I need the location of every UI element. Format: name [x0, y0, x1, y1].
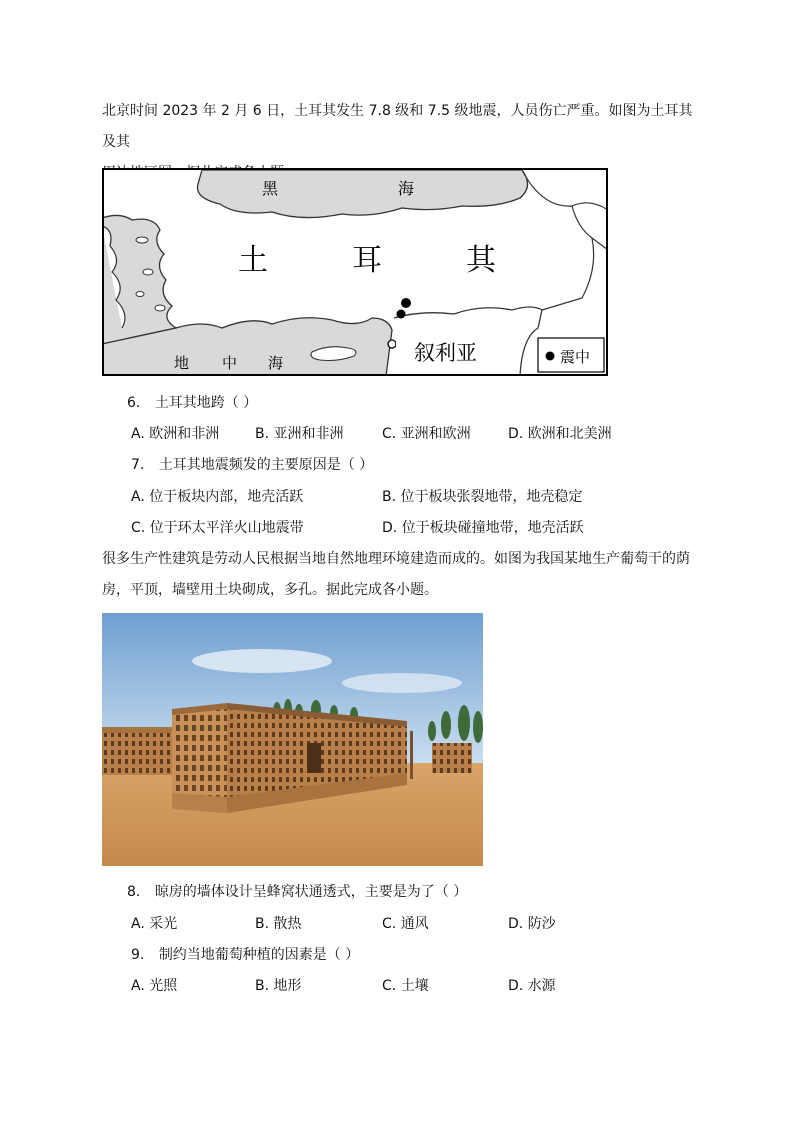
q6-option-c-text: 亚洲和欧洲 — [400, 426, 471, 442]
q8-option-d-letter: D. — [508, 916, 524, 932]
q9-option-d[interactable] — [508, 976, 556, 996]
city-marker — [388, 340, 396, 348]
q8-option-d[interactable] — [508, 914, 556, 934]
q7-option-c-letter: C. — [131, 520, 146, 536]
question-6 — [127, 393, 257, 413]
question-8-number: 8. — [127, 884, 141, 900]
q8-option-b-letter: B. — [255, 916, 270, 932]
q7-option-a-letter: A. — [131, 489, 145, 505]
q6-option-d-letter: D. — [508, 426, 524, 442]
label-med-sea-2: 中 — [222, 354, 238, 372]
label-syria: 叙利亚 — [414, 341, 477, 365]
q6-option-b[interactable] — [255, 424, 344, 444]
question-8 — [127, 882, 467, 902]
q7-option-d-text: 位于板块碰撞地带，地壳活跃 — [401, 520, 584, 536]
legend-label: 震中 — [560, 348, 591, 366]
label-turkey-2: 耳 — [352, 243, 382, 278]
label-med-sea-1: 地 — [174, 354, 190, 372]
question-7-text: 土耳其地震频发的主要原因是（ ） — [158, 457, 374, 473]
q7-option-d[interactable] — [382, 518, 584, 538]
q9-option-c-text: 土壤 — [400, 978, 429, 994]
q6-option-b-text: 亚洲和非洲 — [273, 426, 344, 442]
turkey-region-map — [102, 168, 608, 376]
q6-option-a[interactable] — [131, 424, 219, 444]
label-black-sea-2: 海 — [398, 179, 415, 198]
q7-option-a-text: 位于板块内部，地壳活跃 — [149, 489, 304, 505]
q6-option-d-text: 欧洲和北美洲 — [527, 426, 612, 442]
map-svg — [102, 168, 608, 376]
legend-dot — [546, 352, 555, 361]
q8-option-a[interactable] — [131, 914, 177, 934]
q6-option-a-text: 欧洲和非洲 — [149, 426, 220, 442]
q8-option-a-letter: A. — [131, 916, 145, 932]
q8-option-b-text: 散热 — [273, 916, 302, 932]
q6-option-b-letter: B. — [255, 426, 270, 442]
label-med-sea-3: 海 — [268, 354, 284, 372]
q7-option-b-letter: B. — [382, 489, 397, 505]
question-9 — [131, 945, 359, 965]
main-building-front — [172, 707, 227, 807]
q6-option-c-letter: C. — [382, 426, 397, 442]
label-black-sea-1: 黑 — [262, 179, 279, 198]
label-turkey-1: 土 — [238, 243, 268, 278]
question-7 — [131, 455, 373, 475]
q8-option-c-text: 通风 — [400, 916, 429, 932]
grape-drying-house-photo — [102, 613, 483, 866]
question-6-text: 土耳其地跨（ ） — [154, 395, 258, 411]
epicenter-marker-2 — [397, 310, 406, 319]
q7-option-c[interactable] — [131, 518, 304, 538]
q6-option-a-letter: A. — [131, 426, 145, 442]
q6-option-d[interactable] — [508, 424, 612, 444]
q9-option-c[interactable] — [382, 976, 429, 996]
q9-option-a-letter: A. — [131, 978, 145, 994]
question-9-text: 制约当地葡萄种植的因素是（ ） — [158, 947, 360, 963]
q9-option-c-letter: C. — [382, 978, 397, 994]
q7-option-d-letter: D. — [382, 520, 398, 536]
q7-option-a[interactable] — [131, 487, 303, 507]
q7-option-b[interactable] — [382, 487, 583, 507]
q6-option-c[interactable] — [382, 424, 471, 444]
q9-option-a-text: 光照 — [149, 978, 178, 994]
q7-option-c-text: 位于环太平洋火山地震带 — [149, 520, 304, 536]
intro-2-line-2: 房，平顶，墙壁用土块砌成，多孔。据此完成各小题。 — [102, 582, 438, 598]
intro-1-line-1: 北京时间 2023 年 2 月 6 日，土耳其发生 7.8 级和 7.5 级地震，人员伤亡严重。如图为土耳其及其 — [102, 103, 693, 150]
q8-option-c-letter: C. — [382, 916, 397, 932]
photo-svg — [102, 613, 483, 866]
q8-option-a-text: 采光 — [149, 916, 178, 932]
q9-option-a[interactable] — [131, 976, 177, 996]
question-6-number: 6. — [127, 395, 141, 411]
label-turkey-3: 其 — [466, 243, 496, 278]
q9-option-b-text: 地形 — [273, 978, 302, 994]
intro-2-line-1: 很多生产性建筑是劳动人民根据当地自然地理环境建造而成的。如图为我国某地生产葡萄干的荫 — [102, 551, 690, 567]
question-9-number: 9. — [131, 947, 145, 963]
q9-option-b-letter: B. — [255, 978, 270, 994]
q9-option-d-text: 水源 — [527, 978, 556, 994]
q8-option-b[interactable] — [255, 914, 302, 934]
epicenter-marker-1 — [401, 298, 411, 308]
intro-paragraph-2 — [102, 544, 702, 606]
question-7-number: 7. — [131, 457, 145, 473]
q9-option-d-letter: D. — [508, 978, 524, 994]
q8-option-d-text: 防沙 — [527, 916, 556, 932]
q9-option-b[interactable] — [255, 976, 302, 996]
q8-option-c[interactable] — [382, 914, 429, 934]
question-8-text: 晾房的墙体设计呈蜂窝状通透式，主要是为了（ ） — [154, 884, 468, 900]
q7-option-b-text: 位于板块张裂地带，地壳稳定 — [400, 489, 583, 505]
